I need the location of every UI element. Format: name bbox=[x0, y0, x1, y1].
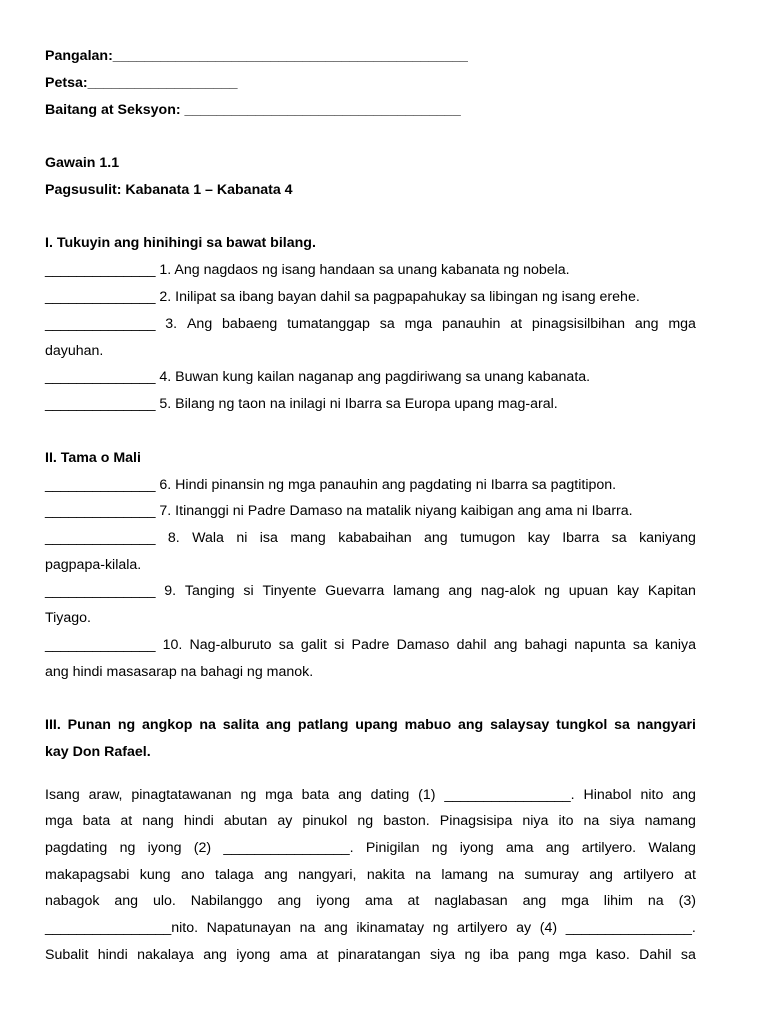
word: at bbox=[120, 813, 133, 829]
word: sumuray bbox=[524, 867, 579, 883]
word: kaniyang bbox=[639, 530, 696, 546]
word: upuan bbox=[568, 583, 609, 599]
word: ama bbox=[505, 840, 534, 856]
word: ang bbox=[114, 893, 139, 909]
word: patlang bbox=[297, 717, 349, 733]
word: ang bbox=[457, 717, 484, 733]
word: mga bbox=[45, 813, 73, 829]
word: naglabasan bbox=[434, 893, 508, 909]
word: angkop bbox=[142, 717, 193, 733]
word: salita bbox=[222, 717, 259, 733]
word: nang bbox=[142, 813, 174, 829]
word: Punan bbox=[67, 717, 111, 733]
word: 10. bbox=[162, 637, 183, 653]
word: at bbox=[684, 867, 696, 883]
word: Ang bbox=[186, 316, 213, 332]
word: ng bbox=[119, 840, 136, 856]
word: iba bbox=[489, 947, 509, 963]
word: na bbox=[583, 813, 600, 829]
part2-item bbox=[45, 529, 696, 547]
word: ng bbox=[544, 583, 560, 599]
word: artilyero. bbox=[581, 840, 637, 856]
word: ay bbox=[516, 920, 532, 936]
word: abutan bbox=[223, 813, 268, 829]
word: ________________. bbox=[565, 920, 696, 936]
part2-item-continuation: Tiyago. bbox=[45, 610, 91, 626]
word: ang bbox=[264, 867, 288, 883]
word: mang bbox=[290, 530, 326, 546]
word: araw, bbox=[88, 787, 123, 803]
word: hindi bbox=[183, 813, 214, 829]
word: ang bbox=[493, 637, 518, 653]
paragraph-line bbox=[45, 812, 696, 830]
word: si bbox=[334, 637, 345, 653]
word: iyong bbox=[459, 840, 494, 856]
word: ito bbox=[558, 813, 574, 829]
word: nabagok bbox=[45, 893, 100, 909]
word: ng bbox=[357, 813, 374, 829]
word: kaso. bbox=[595, 947, 630, 963]
word: Nag-alburuto bbox=[189, 637, 272, 653]
word: at bbox=[510, 316, 523, 332]
date-field-label: Petsa:___________________ bbox=[45, 75, 238, 91]
word: na bbox=[647, 893, 664, 909]
word: galit bbox=[300, 637, 327, 653]
word: tumatanggap bbox=[287, 316, 370, 332]
word: makapagsabi bbox=[45, 867, 130, 883]
word: mga bbox=[265, 787, 293, 803]
word: ang bbox=[545, 840, 570, 856]
word: pagdating bbox=[45, 840, 108, 856]
word: kababaihan bbox=[338, 530, 412, 546]
word: ________________. bbox=[223, 840, 354, 856]
word: Subalit bbox=[45, 947, 89, 963]
word: siya bbox=[609, 813, 635, 829]
part2-item: ______________ 7. Itinanggi ni Padre Damaso na matalik niyang kaibigan ang ama ni Ibarra. bbox=[45, 503, 633, 519]
word: Napatunayan bbox=[206, 920, 292, 936]
word: Pinagsisipa bbox=[439, 813, 513, 829]
part1-item: ______________ 4. Buwan kung kailan naganap ang pagdiriwang sa unang kabanata. bbox=[45, 369, 591, 385]
paragraph-line bbox=[45, 866, 696, 884]
part2-item: ______________ 6. Hindi pinansin ng mga panauhin ang pagdating ni Ibarra sa pagtitipon. bbox=[45, 477, 617, 493]
word: ama bbox=[279, 947, 308, 963]
part2-item-continuation: ang hindi masasarap na bahagi ng manok. bbox=[45, 664, 314, 680]
word: mga bbox=[668, 316, 696, 332]
word: ang bbox=[672, 787, 696, 803]
word: III. bbox=[45, 717, 61, 733]
part3-heading bbox=[45, 716, 696, 734]
word: kay bbox=[527, 530, 550, 546]
word: na bbox=[299, 920, 316, 936]
word: nakalaya bbox=[137, 947, 194, 963]
word: na bbox=[199, 717, 216, 733]
word: nangyari, bbox=[298, 867, 357, 883]
word: iyong bbox=[236, 947, 271, 963]
word: Damaso bbox=[396, 637, 450, 653]
word: Pinigilan bbox=[365, 840, 420, 856]
word: (4) bbox=[539, 920, 558, 936]
paragraph-line bbox=[45, 919, 696, 937]
paragraph-line bbox=[45, 892, 696, 910]
word: si bbox=[243, 583, 254, 599]
paragraph-line bbox=[45, 946, 696, 964]
section-field-label: Baitang at Seksyon: ___________________________________ bbox=[45, 102, 461, 118]
word: mga bbox=[561, 893, 589, 909]
word: ______________ bbox=[45, 583, 156, 599]
word: sa bbox=[379, 316, 395, 332]
word: sa bbox=[278, 637, 294, 653]
word: (1) bbox=[418, 787, 436, 803]
word: (3) bbox=[678, 893, 696, 909]
part1-item: ______________ 1. Ang nagdaos ng isang handaan sa unang kabanata ng nobela. bbox=[45, 262, 570, 278]
paragraph-line bbox=[45, 839, 696, 857]
part2-item bbox=[45, 636, 696, 654]
word: kaniya bbox=[654, 637, 696, 653]
word: nakita bbox=[366, 867, 405, 883]
part3-heading-continuation: kay Don Rafael. bbox=[45, 744, 151, 760]
part1-item: ______________ 5. Bilang ng taon na inilagi ni Ibarra sa Europa upang mag-aral. bbox=[45, 396, 558, 412]
activity-title: Gawain 1.1 bbox=[45, 155, 120, 171]
word: tungkol bbox=[556, 717, 608, 733]
word: sa bbox=[611, 530, 627, 546]
word: pinagtatawanan bbox=[131, 787, 232, 803]
word: ama bbox=[365, 893, 393, 909]
word: talaga bbox=[215, 867, 254, 883]
word: sa bbox=[680, 947, 696, 963]
word: pang bbox=[517, 947, 550, 963]
word: kay bbox=[616, 583, 640, 599]
word: mga bbox=[558, 947, 587, 963]
word: at bbox=[407, 893, 420, 909]
word: panauhin bbox=[442, 316, 501, 332]
word: ang bbox=[203, 947, 227, 963]
word: Padre bbox=[351, 637, 390, 653]
word: 9. bbox=[164, 583, 177, 599]
word: bahagi bbox=[524, 637, 568, 653]
word: ano bbox=[180, 867, 205, 883]
paragraph-line bbox=[45, 786, 696, 804]
word: artilyero bbox=[457, 920, 508, 936]
word: dating bbox=[370, 787, 410, 803]
word: 8. bbox=[167, 530, 180, 546]
word: Tanging bbox=[184, 583, 235, 599]
word: ni bbox=[236, 530, 248, 546]
word: ang bbox=[634, 316, 659, 332]
word: ______________ bbox=[45, 530, 156, 546]
word: lamang bbox=[393, 583, 440, 599]
word: pinaratangan bbox=[337, 947, 421, 963]
word: Guevarra bbox=[325, 583, 385, 599]
quiz-subtitle: Pagsusulit: Kabanata 1 – Kabanata 4 bbox=[45, 182, 293, 198]
word: sa bbox=[614, 717, 630, 733]
word: iyong bbox=[147, 840, 182, 856]
word: bata bbox=[301, 787, 330, 803]
word: ________________nito. bbox=[45, 920, 199, 936]
word: lihim bbox=[603, 893, 633, 909]
word: Isang bbox=[45, 787, 80, 803]
word: 3. bbox=[165, 316, 178, 332]
word: at bbox=[316, 947, 329, 963]
word: ng bbox=[431, 840, 448, 856]
word: upang bbox=[355, 717, 398, 733]
part2-item bbox=[45, 582, 696, 600]
word: Walang bbox=[648, 840, 696, 856]
word: napunta bbox=[574, 637, 626, 653]
word: ay bbox=[277, 813, 293, 829]
word: babaeng bbox=[222, 316, 278, 332]
word: ang bbox=[522, 893, 547, 909]
word: ng bbox=[240, 787, 257, 803]
part2-item-continuation: pagpapa-kilala. bbox=[45, 557, 142, 573]
word: ng bbox=[464, 947, 481, 963]
word: isa bbox=[259, 530, 278, 546]
word: Dahil bbox=[639, 947, 672, 963]
word: bata bbox=[82, 813, 111, 829]
word: ________________. bbox=[444, 787, 575, 803]
word: lamang bbox=[441, 867, 488, 883]
word: Hinabol bbox=[583, 787, 632, 803]
word: namang bbox=[644, 813, 696, 829]
word: tumugon bbox=[460, 530, 516, 546]
word: nito bbox=[640, 787, 664, 803]
part1-heading: I. Tukuyin ang hinihingi sa bawat bilang. bbox=[45, 235, 316, 251]
word: ______________ bbox=[45, 316, 156, 332]
word: Wala bbox=[192, 530, 224, 546]
word: ang bbox=[265, 717, 292, 733]
word: ikinamatay bbox=[356, 920, 425, 936]
word: niya bbox=[522, 813, 549, 829]
word: mabuo bbox=[404, 717, 452, 733]
part1-item-continuation: dayuhan. bbox=[45, 343, 104, 359]
word: ang bbox=[338, 787, 362, 803]
name-field-label: Pangalan:_____________________________________________ bbox=[45, 48, 468, 64]
part2-heading: II. Tama o Mali bbox=[45, 450, 141, 466]
word: pinagsisilbihan bbox=[531, 316, 625, 332]
word: nangyari bbox=[636, 717, 696, 733]
word: pinukol bbox=[302, 813, 348, 829]
word: ang bbox=[589, 867, 613, 883]
word: dahil bbox=[456, 637, 487, 653]
word: nag-alok bbox=[480, 583, 536, 599]
word: Nabilanggo bbox=[190, 893, 263, 909]
word: salaysay bbox=[490, 717, 550, 733]
word: Ibarra bbox=[562, 530, 600, 546]
word: baston. bbox=[383, 813, 430, 829]
word: Kapitan bbox=[647, 583, 696, 599]
word: kung bbox=[139, 867, 171, 883]
part1-item bbox=[45, 315, 696, 333]
part1-item: ______________ 2. Inilipat sa ibang bayan dahil sa pagpapahukay sa libingan ng isang erehe. bbox=[45, 289, 640, 305]
word: ______________ bbox=[45, 637, 156, 653]
word: ang bbox=[277, 893, 302, 909]
word: mga bbox=[404, 316, 433, 332]
word: Tinyente bbox=[262, 583, 317, 599]
word: ang bbox=[448, 583, 473, 599]
word: artilyero bbox=[623, 867, 674, 883]
word: (2) bbox=[193, 840, 212, 856]
word: ang bbox=[424, 530, 448, 546]
word: na bbox=[415, 867, 431, 883]
word: ulo. bbox=[152, 893, 176, 909]
word: na bbox=[498, 867, 515, 883]
word: sa bbox=[632, 637, 648, 653]
word: siya bbox=[429, 947, 456, 963]
word: hindi bbox=[97, 947, 128, 963]
word: ng bbox=[117, 717, 136, 733]
word: iyong bbox=[316, 893, 351, 909]
word: ng bbox=[432, 920, 449, 936]
word: ang bbox=[324, 920, 348, 936]
